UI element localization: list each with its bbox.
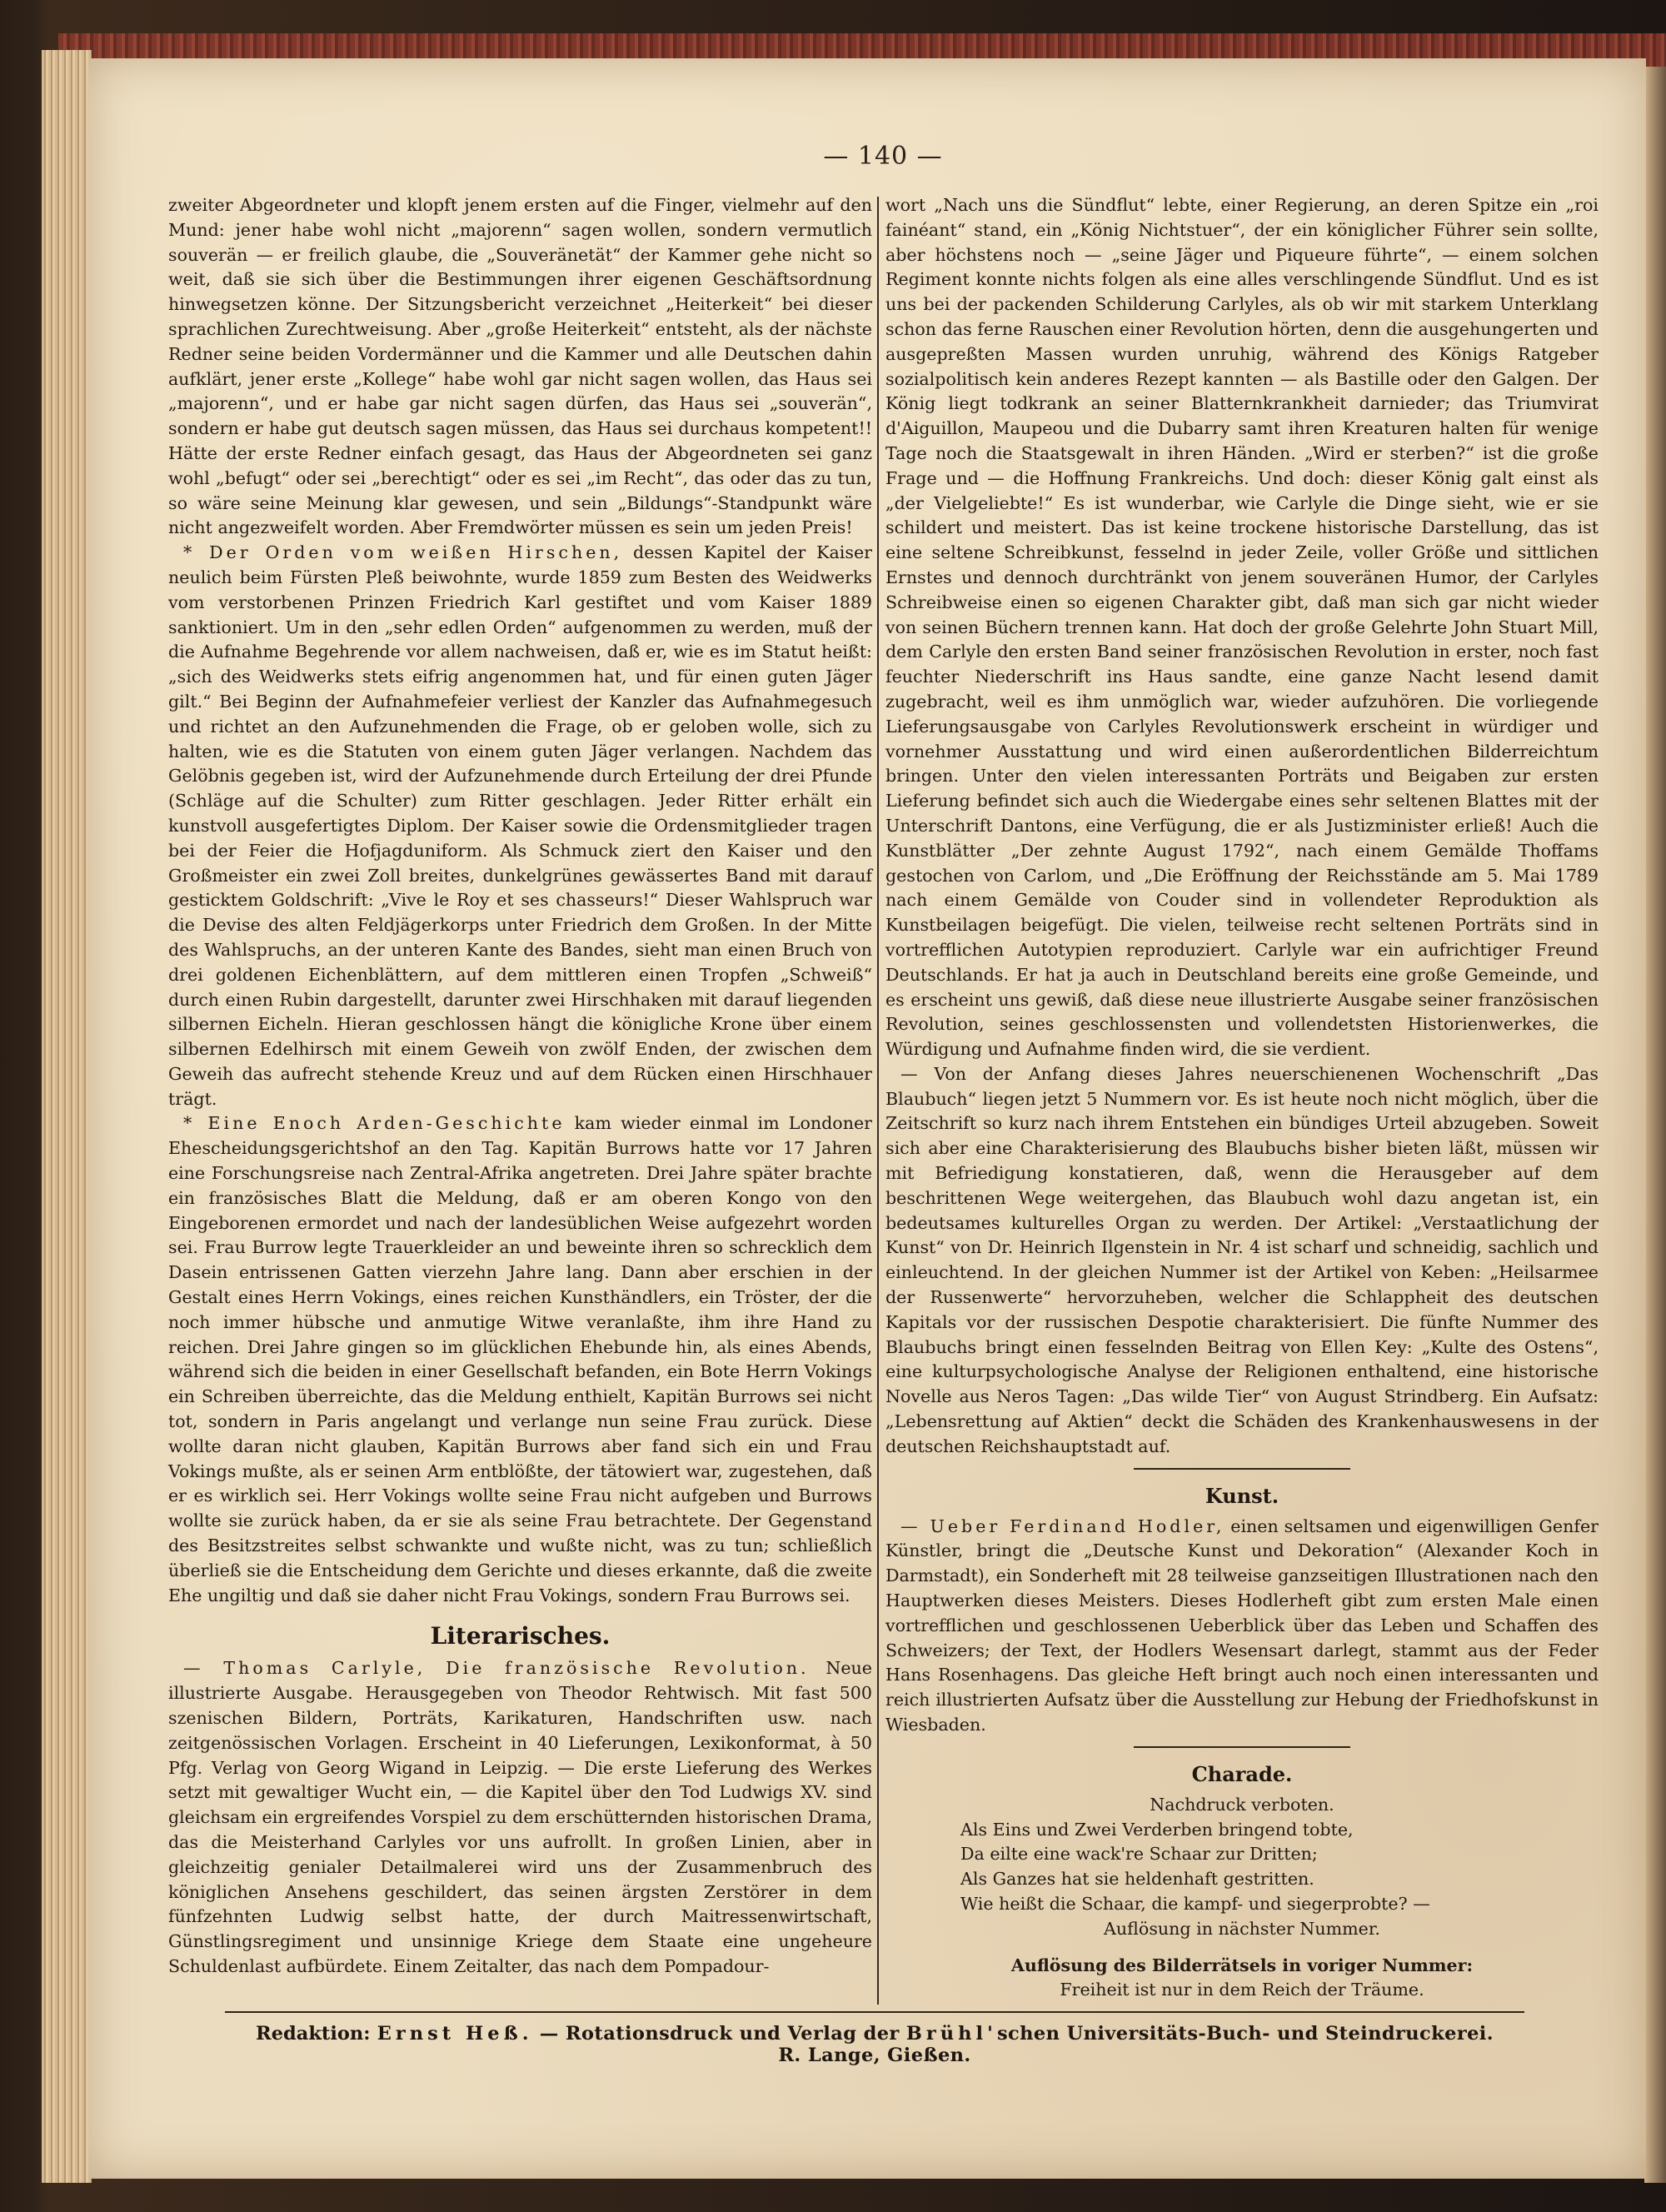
imprint-text-end: schen Universitäts-Buch- und Steindruckerei. R. Lange, Gießen. [778,2023,1494,2066]
section-heading-literarisches: Literarisches. [430,1622,611,1650]
paragraph-lead: — Ueber Ferdinand Hodler, [900,1515,1225,1536]
publisher-name: Brühl' [905,2023,997,2045]
paragraph-lead: — Von der Anfang dieses Jahres neuerschienenen Wochenschrift „Das Blaubuch“ [885,1063,1599,1109]
poem-line: Da eilte eine wack're Schaar zur Dritten; [960,1844,1318,1865]
paragraph-blaubuch [885,1062,1599,1460]
left-column [168,193,872,1980]
section-heading-kunst: Kunst. [1205,1483,1279,1508]
paragraph-carlyle-continuation: wort „Nach uns die Sündflut“ lebte, einer Regierung, an deren Spitze ein „roi fainéant“ stand, ein „König Nichtstuer“, der ein königlicher Führer sein sollte, aber höchstens noch — „seine Jäger und Piqueure führte“, — einem solchen Regiment konnte nichts folgen als eine alles verschlingende Sündflut. Und es ist uns bei der packenden Schilderung Carlyles, als ob wir mit starkem Unterklang schon das ferne Rauschen einer Revolution hörten, denn die ausgehungerten und ausgepreßten Massen wurden unruhig, während des Königs Ratgeber sozialpolitisch kein anderes Rezept kannten — als Bastille oder den Galgen. Der König liegt todkrank an seiner Blatternkrankheit darnieder; das Triumvirat d'Aiguillon, Maupeou und die Dubarry samt ihren Kreaturen halten für wenige Tage noch die Staatsgewalt in ihren Händen. „Wird er sterben?“ ist die große Frage und — die Hoffnung Frankreichs. Und doch: dieser König galt einst als „der Vielgeliebte!“ Es ist wunderbar, wie Carlyle die Dinge sieht, wie er sie schildert und meistert. Das ist keine trockene historische Darstellung, das ist eine seltene Schreibkunst, fesselnd in jeder Zeile, voller Größe und sittlichen Ernstes und dennoch durchtränkt von jenem souveränen Humor, der Carlyles Schreibweise einen so eigenen Charakter gibt, daß man sich gar nicht wieder von seinen Büchern trennen kann. Hat doch der große Gelehrte John Stuart Mill, dem Carlyle den ersten Band seiner französischen Revolution in erster, noch fast feuchter Niederschrift ins Haus sandte, eine ganze Nacht lesend damit zugebracht, weil es ihm unmöglich war, wieder aufzuhören. Die vorliegende Lieferungsausgabe von Carlyles Revolutionswerk erscheint in würdiger und vornehmer Ausstattung und wird einen außerordentlichen Bilderreichtum bringen. Unter den vielen interessanten Porträts und Beigaben zur ersten Lieferung befindet sich auch die Wiedergabe eines sehr seltenen Blattes mit der Unterschrift Dantons, eine Verfügung, die er als Justizminister erließ! Auch die Kunstblätter „Der zehnte August 1792“, nach einem Gemälde Thoffams gestochen von Carlom, und „Die Eröffnung der Reichsstände am 5. Mai 1789 nach einem Gemälde von Couder sind in vollendeter Reproduktion als Kunstbeilagen beigefügt. Die vielen, teilweise recht seltenen Porträts sind in vortrefflichen Autotypien reproduziert. Carlyle war ein aufrichtiger Freund Deutschlands. Er hat ja auch in Deutschland bereits eine große Gemeinde, und es erscheint uns gewiß, daß diese neue illustrierte Ausgabe seiner französischen Revolution, seines geschlossensten und vollendetsten Historienwerkes, die Würdigung und Aufnahme finden wird, die sie verdient. [885,195,1599,1060]
paragraph-body: dessen Kapitel der Kaiser neulich beim Fürsten Pleß beiwohnte, wurde 1859 zum Besten des Weidwerks vom verstorbenen Prinzen Friedrich Karl gestiftet und vom Kaiser 1889 sanktioniert. Um in den „sehr edlen Orden“ aufgenommen zu werden, muß der die Aufnahme Begehrende vor allem nachweisen, daß er, wie es im Statut heißt: „sich des Weidwerks stets eifrig angenommen hat, und für einen guten Jäger gilt.“ Bei Beginn der Aufnahmefeier verliest der Kanzler das Aufnahmegesuch und richtet an den Aufzunehmenden die Frage, ob er geloben wolle, sich zu halten, wie es die Statuten von einem guten Jäger verlangen. Nachdem das Gelöbnis gegeben ist, wird der Aufzunehmende durch Erteilung der drei Pfunde (Schläge auf die Schulter) zum Ritter geschlagen. Jeder Ritter erhält ein kunstvoll ausgefertigtes Diplom. Der Kaiser sowie die Ordensmitglieder tragen bei der Feier die Hofjagduniform. Als Schmuck ziert den Kaiser und den Großmeister ein zwei Zoll breites, dunkelgrünes gewässertes Band mit darauf gesticktem Goldschrift: „Vive le Roy et ses chasseurs!“ Dieser Wahlspruch war die Devise des alten Feldjägerkorps unter Friedrich dem Großen. In der Mitte des Wahlspruchs, an der unteren Kante des Bandes, sieht man einen Bruch von drei goldenen Eichenblättern, auf dem mittleren einen Tropfen „Schweiß“ durch einen Rubin dargestellt, darunter zwei Hirschhaken mit darauf liegenden silbernen Eicheln. Hieran geschlossen hängt die königliche Krone über einem silbernen Edelhirsch mit einem Geweih von zwölf Enden, der zwischen dem Geweih das aufrecht stehende Kreuz und auf dem Rücken einen Hirschhauer trägt. [168,542,872,1109]
paragraph-body: kam wieder einmal im Londoner Ehescheidungsgerichtshof an den Tag. Kapitän Burrows hatte vor 17 Jahren eine Forschungsreise nach Zentral-Afrika angetreten. Drei Jahre später brachte ein französisches Blatt die Meldung, daß er am oberen Kongo von den Eingeborenen ermordet und nach der landesüblichen Weise aufgezehrt worden sei. Frau Burrow legte Trauerkleider an und beweinte ihren so schrecklich dem Dasein entrissenen Gatten vierzehn Jahre lang. Dann aber erschien in der Gestalt eines Herrn Vokings, eines reichen Kunsthändlers, ein Tröster, der die noch immer hübsche und anmutige Witwe veranlaßte, ihm ihre Hand zu reichen. Drei Jahre gingen so im glücklichen Ehebunde hin, als eines Abends, während sich die beiden in einer Gesellschaft befanden, ein Bote Herrn Vokings ein Schreiben überreichte, das die Meldung enthielt, Kapitän Burrows sei nicht tot, sondern in Paris angelangt und verlange nun seine Frau zurück. Diese wollte daran nicht glauben, Kapitän Burrows aber fand sich ein und Frau Vokings mußte, als er seinen Arm entblößte, der tätowiert war, zugestehen, daß er es wirklich sei. Herr Vokings wollte seine Frau nicht aufgeben und Burrows wollte sie zurück haben, da er sie als seine Frau betrachtete. Der Gegenstand des Besitzstreites selbst schwankte und wußte nicht, was zu tun; schließlich überließ sie die Entscheidung dem Gerichte und dieses erkannte, daß die zweite Ehe ungiltig und daß sie daher nicht Frau Vokings, sondern Frau Burrows sei. [168,1113,872,1605]
right-column [885,193,1599,2003]
paragraph-lead: — Thomas Carlyle, Die französische Revolution. [183,1658,810,1679]
section-heading-charade: Charade. [1191,1761,1293,1786]
book-page-edges [42,50,92,2183]
paragraph-body: liegen jetzt 5 Nummern vor. Es ist heute noch nicht möglich, über die Zeitschrift so kurz nach ihrem Entstehen ein bündiges Urteil abzugeben. Soweit sich aber eine Charakterisierung des Blaubuchs bisher bieten läßt, müssen wir mit Befriedigung konstatieren, daß, wenn die Herausgeber auf dem beschrittenen Wege weitergehen, das Blaubuch wohl dazu angetan ist, ein bedeutsames kulturelles Organ zu werden. Der Artikel: „Verstaatlichung der Kunst“ von Dr. Heinrich Ilgenstein in Nr. 4 ist scharf und schneidig, sachlich und einleuchtend. In der gleichen Nummer ist der Artikel von Keben: „Heilsarmee der Russenwerte“ hervorzuheben, welcher die Schlappheit des deutschen Kapitals vor der russischen Despotie charakterisiert. Die fünfte Nummer des Blaubuchs bringt einen fesselnden Beitrag von Ellen Key: „Kulte des Ostens“, eine kulturpsychologische Analyse der Religionen enthaltend, eine historische Novelle aus Neros Tagen: „Das wilde Tier“ von August Strindberg. Ein Aufsatz: „Lebensrettung auf Aktien“ deckt die Schäden des Krankenhauswesens in der deutschen Reichshauptstadt auf. [885,1088,1599,1456]
charade-solution-note: Auflösung in nächster Nummer. [1104,1918,1380,1939]
paragraph-orden-weisser-hirsch [168,541,872,1111]
charade-poem [960,1818,1599,1917]
column-divider [877,197,879,2005]
poem-line: Als Eins und Zwei Verderben bringend tobte, [960,1819,1354,1840]
paragraph-body: Neue illustrierte Ausgabe. Herausgegeben von Theodor Rehtwisch. Mit fast 500 szenischen Bildern, Porträts, Karikaturen, Handschriften usw. nach zeitgenössischen Vorlagen. Erscheint in 40 Lieferungen, Lexikonformat, à 50 Pfg. Verlag von Georg Wigand in Leipzig. — Die erste Lieferung des Werkes setzt mit gewaltiger Wucht ein, — die Kapitel über den Tod Ludwigs XV. sind gleichsam ein ergreifendes Vorspiel zu dem erschütternden historischen Drama, das die Meisterhand Carlyles vor uns aufrollt. In großen Linien, aber in gleichzeitig genialer Detailmalerei wird uns der Zusammenbruch des königlichen Ansehens geschildert, das seinen ärgsten Zerstörer in dem fünfzehnten Ludwig selbst hatte, der durch Maitressenwirtschaft, Günstlingsregiment und unsinnige Kriege dem Staate eine ungeheure Schuldenlast aufbürdete. Einem Zeitalter, das nach dem Pompadour- [168,1658,872,1976]
paragraph-carlyle-review [168,1656,872,1979]
paragraph-enoch-arden [168,1111,872,1608]
paragraph-body: einen seltsamen und eigenwilligen Genfer Künstler, bringt die „Deutsche Kunst und Dekoration“ (Alexander Koch in Darmstadt), ein Sonderheft mit 28 teilweise ganzseitigen Illustrationen nach den Hauptwerken dieses Meisters. Dieses Hodlerheft gibt zum ersten Male einen vortrefflichen und geschlossenen Ueberblick über das Leben und Schaffen des Schweizers; der Text, der Hodlers Wesensart darlegt, stammt aus der Feder Hans Rosenhagens. Das gleiche Heft bringt auch noch einen interessanten und reich illustrierten Aufsatz über die Ausstellung zur Hebung der Friedhofskunst in Wiesbaden. [885,1515,1599,1735]
raetsel-heading: Auflösung des Bilderrätsels in voriger Nummer: [1010,1955,1474,1975]
book-right-edge [1644,67,1666,2183]
editor-name: Ernst Heß. [377,2023,533,2045]
redaktion-label: Redaktion: [256,2023,371,2045]
raetsel-answer: Freiheit ist nur in dem Reich der Träume. [1060,1980,1424,2000]
paragraph-lead: * Eine Enoch Arden-Geschichte [183,1113,566,1134]
section-divider [1134,1468,1350,1470]
section-divider [1134,1746,1350,1748]
page-number: — 140 — [823,142,943,171]
poem-line: Als Ganzes hat sie heldenhaft gestritten. [960,1869,1314,1890]
paragraph-hodler [885,1515,1599,1738]
poem-line: Wie heißt die Schaar, die kampf- und siegerprobte? — [960,1894,1430,1914]
imprint-text: — Rotationsdruck und Verlag der [532,2023,906,2045]
charade-note: Nachdruck verboten. [1150,1794,1334,1815]
paragraph-lead: * Der Orden vom weißen Hirschen, [183,542,623,563]
footer-rule [225,2011,1524,2013]
imprint-footer [242,2023,1508,2066]
paragraph-abgeordnete-continuation: zweiter Abgeordneter und klopft jenem ersten auf die Finger, vielmehr auf den Mund: jener habe wohl nicht „majorenn“ sagen wollen, sondern vermutlich souverän — er freilich glaube, die „Souveränetät“ der Kammer gehe nicht so weit, daß sie sich über die Bestimmungen ihrer eigenen Geschäftsordnung hinwegsetzen könne. Der Sitzungsbericht verzeichnet „Heiterkeit“ bei dieser sprachlichen Zurechtweisung. Aber „große Heiterkeit“ entsteht, als der nächste Redner seine beiden Vordermänner und die Kammer und alle Deutschen dahin aufklärt, jener erste „Kollege“ habe wohl gar nicht sagen wollen, das Haus sei „majorenn“, und er habe gar nicht sagen dürfen, das Haus sei „souverän“, sondern er habe gut deutsch sagen müssen, das Haus sei durchaus kompetent!! Hätte der erste Redner einfach gesagt, das Haus der Abgeordneten sei ganz wohl „befugt“ oder sei „berechtigt“ oder es sei „im Recht“, das oder das zu tun, so wäre seine Meinung klar gewesen, und sein „Bildungs“-Standpunkt wäre nicht angezweifelt worden. Aber Fremdwörter müssen es sein um jeden Preis! [168,195,872,538]
